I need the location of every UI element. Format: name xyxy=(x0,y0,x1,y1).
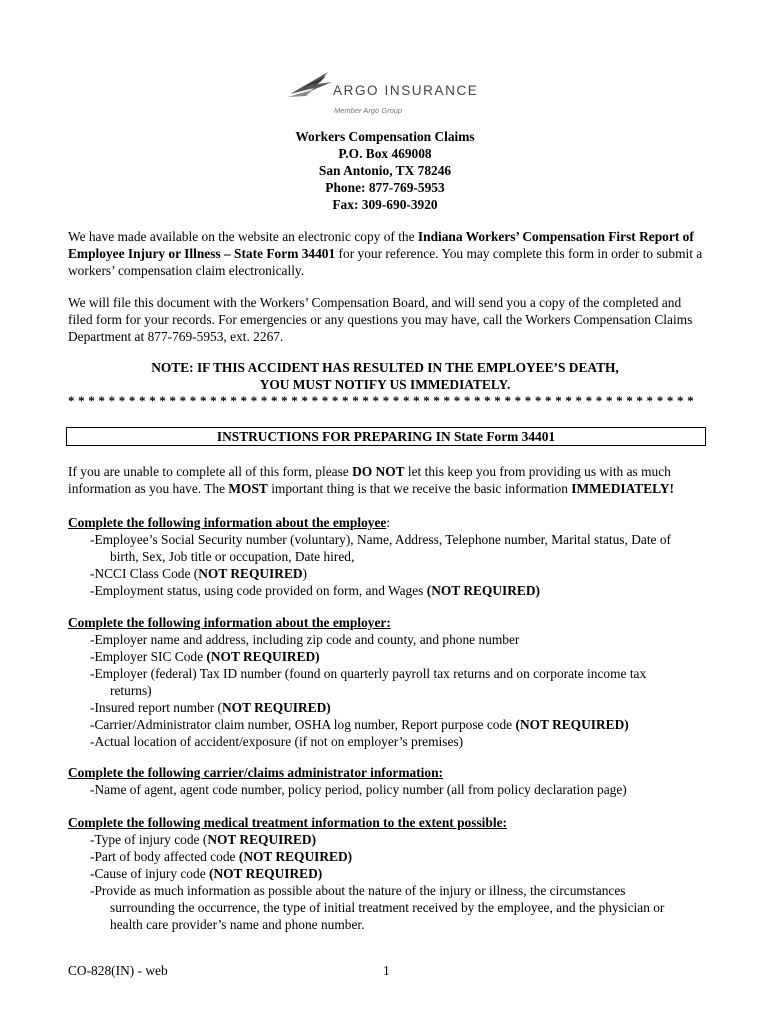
item-text: -Employer SIC Code xyxy=(90,649,207,664)
intro-paragraph xyxy=(68,228,704,279)
not-required-bold: (NOT REQUIRED) xyxy=(515,717,629,732)
item-text: ) xyxy=(302,566,308,581)
immediately-bold: IMMEDIATELY! xyxy=(571,481,674,496)
employer-item-3-cont: returns) xyxy=(110,683,152,698)
carrier-section xyxy=(68,764,708,798)
page-number: 1 xyxy=(383,963,390,978)
employer-item-5 xyxy=(68,716,708,733)
not-required-bold: (NOT REQUIRED) xyxy=(238,849,353,864)
address-line-1: Workers Compensation Claims xyxy=(295,129,475,144)
employee-heading-row xyxy=(68,514,708,531)
medical-item-3 xyxy=(68,865,708,882)
not-required-bold: (NOT REQUIRED) xyxy=(206,649,320,664)
medical-item-4-cont-2: health care provider’s name and phone number. xyxy=(110,917,365,932)
death-notice xyxy=(0,359,770,393)
item-text: -NCCI Class Code ( xyxy=(90,566,199,581)
filing-paragraph xyxy=(68,294,704,345)
item-text: -Employment status, using code provided on form, and Wages xyxy=(90,583,427,598)
employer-item-3: -Employer (federal) Tax ID number (found on quarterly payroll tax returns and on corporate income tax xyxy=(90,666,647,681)
item-text: -Insured report number ( xyxy=(90,700,222,715)
unable-line-1 xyxy=(68,463,704,480)
employer-item-4 xyxy=(68,699,708,716)
address-block xyxy=(0,128,770,213)
employee-item-1: -Employee’s Social Security number (voluntary), Name, Address, Telephone number, Marital status, Date of xyxy=(90,532,671,547)
employer-item-2 xyxy=(68,648,708,665)
unable-text: If you are unable to complete all of this form, please xyxy=(68,464,353,479)
medical-heading: Complete the following medical treatment information to the extent possible: xyxy=(68,815,507,830)
note-line-2: YOU MUST NOTIFY US IMMEDIATELY. xyxy=(259,377,511,392)
form-title-bold: Indiana Workers’ Compensation First Report of xyxy=(417,229,694,244)
address-line-2: P.O. Box 469008 xyxy=(338,146,432,161)
intro-line-2 xyxy=(68,245,704,262)
employer-item-6: -Actual location of accident/exposure (if not on employer’s premises) xyxy=(90,734,464,749)
argo-insurance-logo xyxy=(288,70,498,114)
carrier-item-1: -Name of agent, agent code number, policy period, policy number (all from policy declaration page) xyxy=(90,782,627,797)
intro-line-3: workers’ compensation claim electronically. xyxy=(68,263,305,278)
intro-text: for your reference. You may complete this form in order to submit a xyxy=(335,246,703,261)
not-required-bold: (NOT REQUIRED) xyxy=(209,866,323,881)
employer-item-1: -Employer name and address, including zip code and county, and phone number xyxy=(90,632,520,647)
logo-subtitle: Member Argo Group xyxy=(334,106,403,115)
instructions-title: INSTRUCTIONS FOR PREPARING IN State Form 34401 xyxy=(66,427,706,446)
note-line-1: NOTE: IF THIS ACCIDENT HAS RESULTED IN THE EMPLOYEE’S DEATH, xyxy=(151,360,619,375)
employer-section xyxy=(68,614,708,750)
employee-heading: Complete the following information about the employee xyxy=(68,515,387,530)
item-text: -Cause of injury code xyxy=(90,866,209,881)
do-not-bold: DO NOT xyxy=(352,464,405,479)
address-fax: Fax: 309-690-3920 xyxy=(332,197,438,212)
not-required-bold: NOT REQUIRED) xyxy=(207,832,317,847)
form-code: CO-828(IN) - web xyxy=(68,963,168,978)
intro-line-1 xyxy=(68,228,704,245)
unable-paragraph xyxy=(68,463,704,497)
medical-item-4-cont-1: surrounding the occurrence, the type of initial treatment received by the employee, and the physician or xyxy=(110,900,665,915)
employer-heading: Complete the following information about the employer: xyxy=(68,615,391,630)
not-required-bold: (NOT REQUIRED) xyxy=(426,583,540,598)
unable-line-2 xyxy=(68,480,704,497)
medical-item-1 xyxy=(68,831,708,848)
filing-line-3: Department at 877-769-5953, ext. 2267. xyxy=(68,329,284,344)
logo-name: ARGO INSURANCE xyxy=(333,83,479,98)
unable-text: let this keep you from providing us with as much xyxy=(404,464,671,479)
filing-line-2: filed form for your records. For emergencies or any questions you may have, call the Workers Compensation Claims xyxy=(68,312,693,327)
employee-section xyxy=(68,514,708,599)
most-bold: MOST xyxy=(228,481,268,496)
medical-item-2 xyxy=(68,848,708,865)
medical-section xyxy=(68,814,708,933)
address-line-3: San Antonio, TX 78246 xyxy=(318,163,452,178)
unable-text: information as you have. The xyxy=(68,481,229,496)
employee-item-3 xyxy=(68,582,708,599)
star-divider: * * * * * * * * * * * * * * * * * * * * * * * * * * * * * * * * * * * * * * * * * * * * * * * * * * * * * * * * * * * * * * xyxy=(68,393,694,408)
item-text: -Type of injury code ( xyxy=(90,832,208,847)
argo-bird-logo-icon xyxy=(288,70,332,100)
form-name-bold: Employee Injury or Illness – State Form 34401 xyxy=(68,246,336,261)
employee-item-1-cont: birth, Sex, Job title or occupation, Date hired, xyxy=(110,549,355,564)
heading-colon: : xyxy=(386,515,391,530)
item-text: -Part of body affected code xyxy=(90,849,239,864)
employee-item-2 xyxy=(68,565,708,582)
unable-text: important thing is that we receive the basic information xyxy=(267,481,572,496)
address-phone: Phone: 877-769-5953 xyxy=(325,180,445,195)
not-required-bold: NOT REQUIRED xyxy=(198,566,303,581)
item-text: -Carrier/Administrator claim number, OSHA log number, Report purpose code xyxy=(90,717,516,732)
intro-text: We have made available on the website an electronic copy of the xyxy=(68,229,418,244)
medical-item-4: -Provide as much information as possible about the nature of the injury or illness, the circumstances xyxy=(90,883,626,898)
not-required-bold: NOT REQUIRED) xyxy=(222,700,331,715)
carrier-heading: Complete the following carrier/claims administrator information: xyxy=(68,765,443,780)
filing-line-1: We will file this document with the Workers’ Compensation Board, and will send you a copy of the completed and xyxy=(68,295,682,310)
